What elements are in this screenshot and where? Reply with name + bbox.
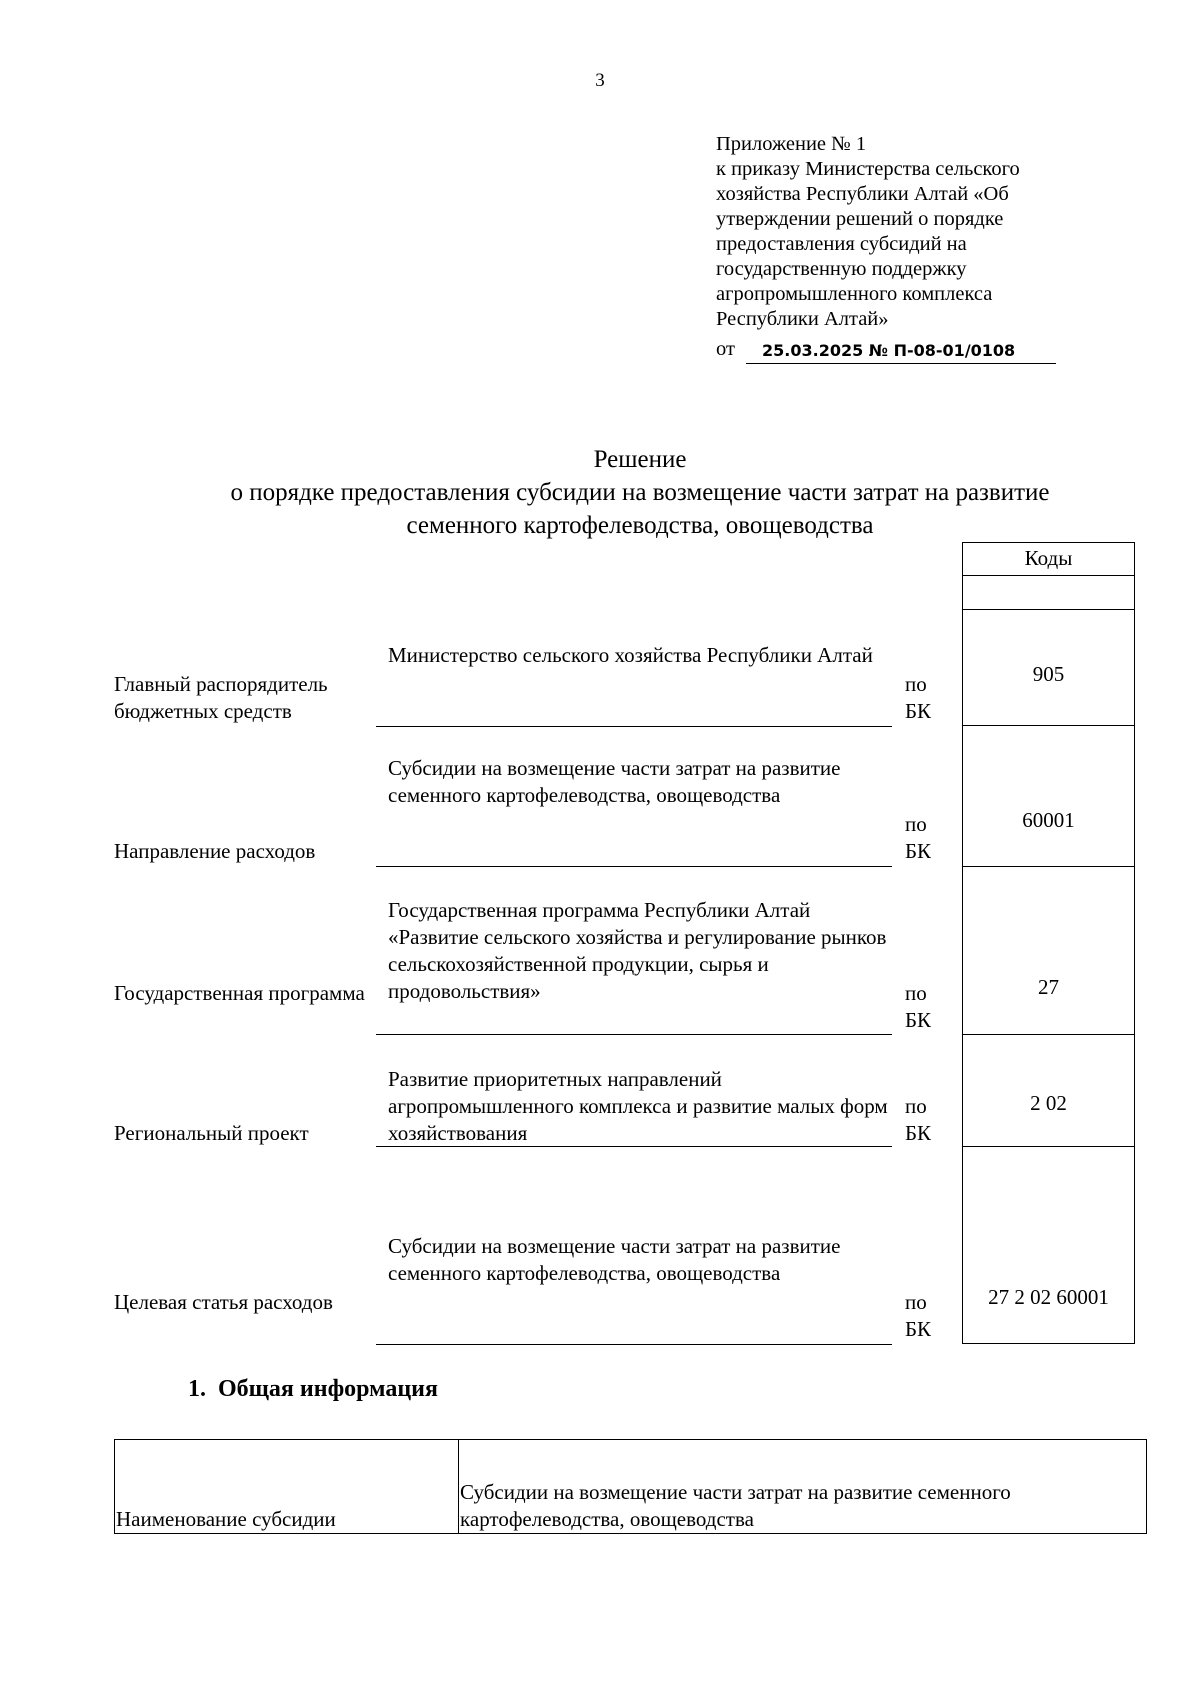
appendix-line: Республики Алтай» <box>716 308 889 330</box>
code-cell-expense-direction <box>962 725 1135 867</box>
appendix-line: агропромышленного комплекса <box>716 283 993 305</box>
document-title: Решение <box>593 446 687 473</box>
code-value: 2 02 <box>1030 1091 1067 1115</box>
appendix-line: предоставления субсидий на <box>716 233 967 255</box>
bk-label: БК <box>905 1121 932 1145</box>
appendix-line: хозяйства Республики Алтай «Об <box>716 183 1009 205</box>
row-label-regional-project: Региональный проект <box>114 1121 309 1145</box>
po-label: по <box>905 812 927 836</box>
code-value: 60001 <box>1022 808 1075 832</box>
codes-empty-cell <box>962 575 1135 610</box>
general-info-table <box>114 1439 1147 1534</box>
subsidy-name-value: Субсидии на возмещение части затрат на развитие семенного картофелеводства, овощеводства <box>459 1440 1147 1534</box>
row-description-state-program: Государственная программа Республики Алтай «Развитие сельского хозяйства и регулирование рынков сельскохозяйственной продукции, сырья и продовольствия» <box>388 898 887 1003</box>
row-label-state-program: Государственная программа <box>114 981 365 1005</box>
bk-label: БК <box>905 839 932 863</box>
row-underline <box>376 1034 892 1035</box>
date-prefix: от <box>716 338 735 360</box>
document-subtitle-line-1: о порядке предоставления субсидии на возмещение части затрат на развитие <box>230 479 1050 506</box>
code-value: 27 <box>1038 975 1059 999</box>
bk-label: БК <box>905 1008 932 1032</box>
row-underline <box>376 866 892 867</box>
code-value: 905 <box>1032 662 1065 686</box>
subsidy-name-label: Наименование субсидии <box>115 1440 459 1534</box>
row-label-expense-direction: Направление расходов <box>114 839 316 863</box>
code-cell-state-program <box>962 866 1135 1035</box>
section-title: Общая информация <box>218 1376 438 1402</box>
section-number: 1. <box>188 1376 206 1402</box>
section-heading <box>188 1376 438 1403</box>
po-label: по <box>905 981 927 1005</box>
code-cell-regional-project <box>962 1034 1135 1147</box>
row-description-expense-direction: Субсидии на возмещение части затрат на развитие семенного картофелеводства, овощеводства <box>388 756 841 807</box>
table-row <box>115 1440 1147 1534</box>
row-underline <box>376 1146 892 1147</box>
appendix-line: к приказу Министерства сельского <box>716 158 1020 180</box>
appendix-line: Приложение № 1 <box>716 133 867 155</box>
po-label: по <box>905 1290 927 1314</box>
row-label-main-administrator: Главный распорядитель бюджетных средств <box>114 672 328 723</box>
code-cell-main-administrator <box>962 609 1135 726</box>
row-description-regional-project: Развитие приоритетных направлений агропромышленного комплекса и развитие малых форм хозяйствования <box>388 1067 888 1145</box>
document-subtitle-line-2: семенного картофелеводства, овощеводства <box>406 512 874 539</box>
code-value: 27 2 02 60001 <box>988 1285 1109 1309</box>
po-label: по <box>905 1094 927 1118</box>
code-cell-target-article <box>962 1146 1135 1344</box>
codes-header: Коды <box>962 542 1135 576</box>
bk-label: БК <box>905 1317 932 1341</box>
order-date-line <box>716 338 1116 361</box>
row-description-main-administrator: Министерство сельского хозяйства Республики Алтай <box>388 643 873 667</box>
po-label: по <box>905 672 927 696</box>
page-number: 3 <box>595 70 605 91</box>
row-label-target-article: Целевая статья расходов <box>114 1290 333 1314</box>
order-date-number: 25.03.2025 № П-08-01/0108 <box>746 338 1056 364</box>
bk-label: БК <box>905 699 932 723</box>
row-underline <box>376 726 892 727</box>
appendix-block <box>716 132 1076 332</box>
appendix-line: утверждении решений о порядке <box>716 208 1004 230</box>
row-description-target-article: Субсидии на возмещение части затрат на развитие семенного картофелеводства, овощеводства <box>388 1234 841 1285</box>
appendix-line: государственную поддержку <box>716 258 967 280</box>
row-underline <box>376 1344 892 1345</box>
